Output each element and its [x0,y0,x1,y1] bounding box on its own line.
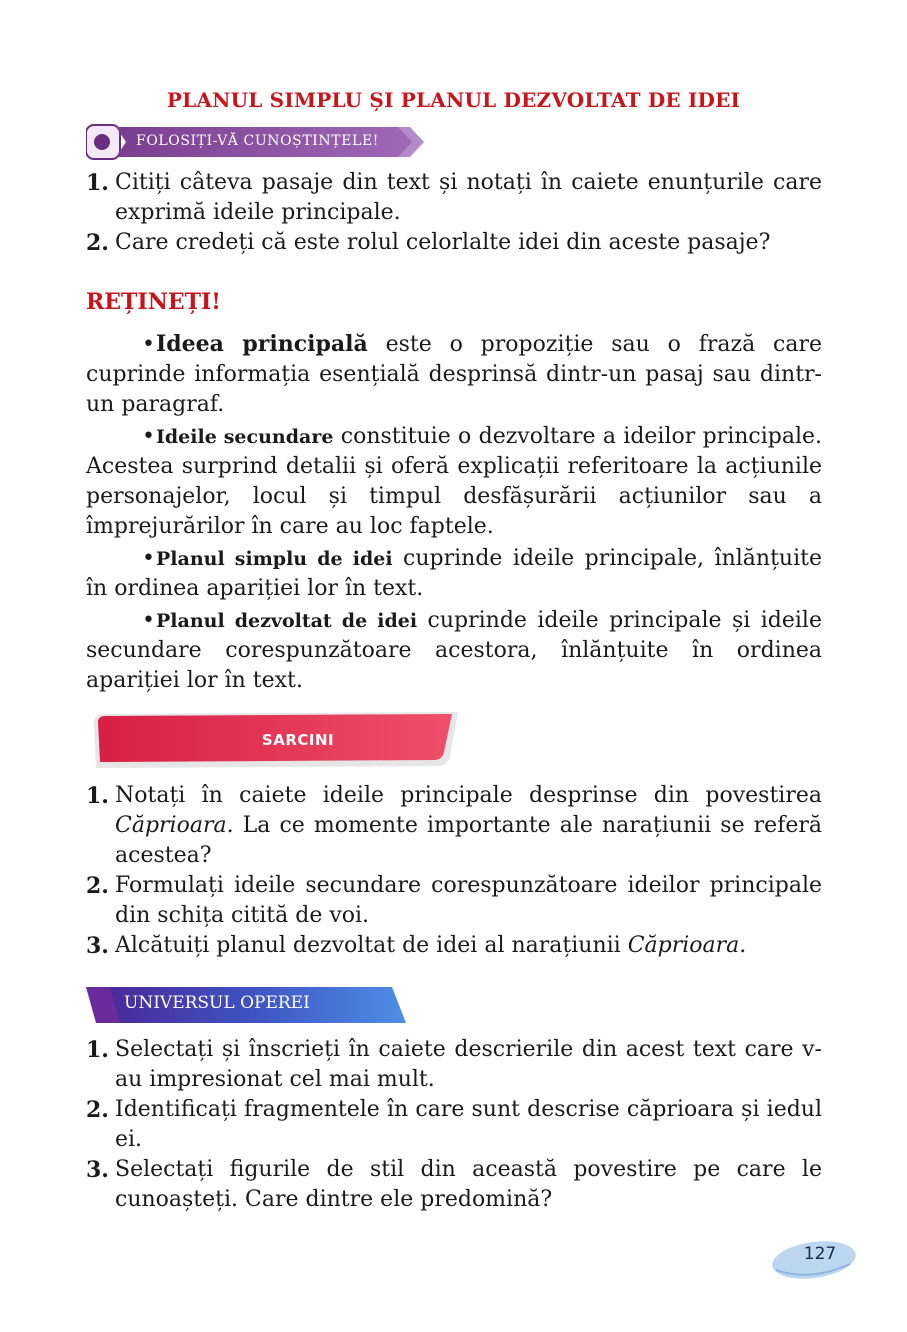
item-number: 2. [86,230,109,256]
banner-label: UNIVERSUL OPEREI [124,993,310,1013]
item-italic: Căprioara. [627,933,747,958]
item-text: Selectați figurile de stil din această povestire pe care le cunoașteți. Care dintre ele predomină? [115,1157,822,1212]
bullet-text: cuprinde ideile principale, înlănțuite în ordinea apariției lor în text. [86,546,822,601]
item-number: 1. [86,783,109,809]
bullet-item: •Ideea principală este o propoziție sau o frază care cuprinde informația esențială desprinsă dintr-un pasaj sau dintr-un paragraf. [86,331,822,417]
universul-list [86,1035,822,1215]
section-banner-folositi [86,123,426,161]
list-item [86,931,822,961]
folositi-list [86,168,822,258]
section-banner-universul [86,987,408,1023]
bullet-term: Ideea principală [156,331,368,357]
item-italic: Căprioara. [115,813,234,838]
item-text: Formulați ideile secundare corespunzătoare ideilor principale din schița citită de voi. [115,873,822,928]
banner-label: SARCINI [261,731,335,749]
item-text: Citiți câteva pasaje din text și notați în caiete enunțurile care exprimă ideile principale. [115,170,822,225]
bullet-text: constituie o dezvoltare a ideilor principale. Acestea surprind detalii și oferă explicații referitoare la acțiunile personajelor, locul și timpul desfășurării acțiunilor sau a împrejurărilor în care au loc faptele. [86,424,822,539]
page-number-badge [770,1236,858,1282]
bullet-term: Planul simplu de idei [156,548,393,570]
item-number: 3. [86,1157,109,1183]
page-number: 127 [803,1244,837,1264]
list-item [86,1035,822,1095]
list-item [86,168,822,228]
retineti-heading: REȚINEȚI! [86,289,221,315]
list-item [86,871,822,931]
item-number: 3. [86,933,109,959]
page-title: PLANUL SIMPLU ȘI PLANUL DEZVOLTAT DE IDEI [166,88,741,112]
bullet-term: Ideile secundare [156,426,334,448]
section-banner-sarcini [88,710,464,770]
item-number: 1. [86,1037,109,1063]
item-text: Identificați fragmentele în care sunt descrise căprioara și iedul ei. [115,1097,822,1152]
bullet-term: Planul dezvoltat de idei [156,610,418,632]
item-text-cont: La ce momente importante ale narațiunii se referă acestea? [115,813,822,868]
item-text: Notați în caiete ideile principale desprinse din povestirea [115,783,822,808]
retineti-bullets [86,329,822,698]
item-number: 2. [86,873,109,899]
list-item [86,1155,822,1215]
list-item [86,1095,822,1155]
bullet-item: •Planul simplu de idei cuprinde ideile principale, înlănțuite în ordinea apariției lor în text. [86,546,822,601]
sarcini-list [86,781,822,961]
bullet-text: cuprinde ideile principale și ideile secundare corespunzătoare acestora, înlănțuite în ordinea apariției lor în text. [86,608,822,693]
item-text: Selectați și înscrieți în caiete descrierile din acest text care v-au impresionat cel mai mult. [115,1037,822,1092]
item-text: Care credeți că este rolul celorlalte idei din aceste pasaje? [115,230,771,255]
banner-label: FOLOSIȚI-VĂ CUNOȘTINȚELE! [136,133,379,149]
list-item [86,781,822,871]
bullet-item: •Ideile secundare constituie o dezvoltare a ideilor principale. Acestea surprind detalii și oferă explicații referitoare la acțiunile personajelor, locul și timpul desfășurării acțiunilor sau a împrejurărilor în care au loc faptele. [86,424,822,539]
bullet-text: este o propoziție sau o frază care cuprinde informația esențială desprinsă dintr-un pasaj sau dintr-un paragraf. [86,332,822,417]
bullet-item: •Planul dezvoltat de idei cuprinde ideile principale și ideile secundare corespunzătoare acestora, înlănțuite în ordinea apariției lor în text. [86,608,822,693]
item-number: 2. [86,1097,109,1123]
list-item [86,228,822,258]
item-number: 1. [86,170,109,196]
item-text: Alcătuiți planul dezvoltat de idei al narațiunii [115,933,628,958]
